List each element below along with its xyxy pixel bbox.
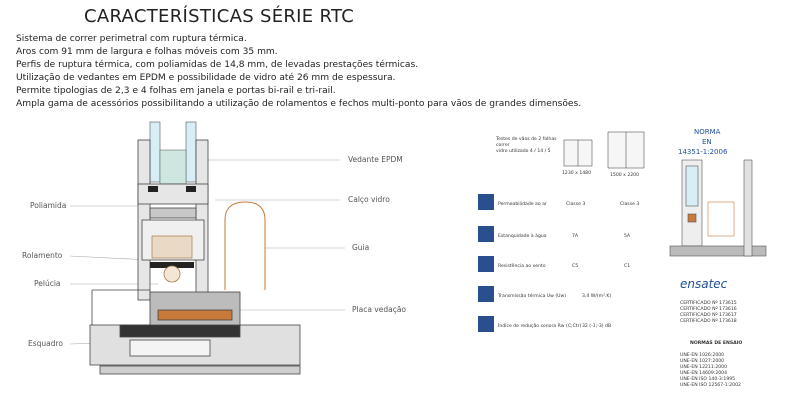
air-icon: [478, 194, 494, 210]
size-small: 1230 x 1480: [562, 171, 592, 176]
certificate-line: CERTIFICADO Nº 173616: [680, 307, 737, 312]
window-icon-large: [608, 132, 644, 168]
row-value-1: 3,4 W/(m².K): [582, 294, 612, 299]
test-row-water: [478, 226, 631, 242]
label-calco-vidro: Calço vidro: [348, 195, 390, 204]
label-vedante-epdm: Vedante EPDM: [348, 155, 403, 164]
feature-line: Aros com 91 mm de largura e folhas móveis com 35 mm.: [16, 47, 278, 58]
certificate-line: CERTIFICADO Nº 173617: [680, 313, 737, 318]
certificate-line: CERTIFICADO Nº 173615: [680, 301, 737, 306]
test-row-thermal: [478, 286, 611, 302]
norma-line3: 14351-1:2006: [678, 148, 728, 156]
row-value-1: 32 (-1;-3) dB: [582, 324, 612, 329]
row-value-1: Classe 3: [566, 202, 586, 207]
row-value-2: Classe 3: [620, 202, 640, 207]
sound-icon: [478, 316, 494, 332]
outer-frame: [90, 290, 300, 374]
feature-line: Perfis de ruptura térmica, com poliamidas de 14,8 mm, de levadas prestações térmicas.: [16, 60, 419, 71]
water-icon: [478, 226, 494, 242]
feature-line: Utilização de vedantes em EPDM e possibilidade de vidro até 26 mm de espessura.: [16, 73, 396, 84]
ensaio-heading: NORMAS DE ENSAIO: [690, 341, 743, 346]
label-pelucia: Pelúcia: [34, 279, 61, 288]
row-label: Índice de redução sonora Rw (C;Ctr): [498, 324, 582, 329]
ensaio-line: UNE-EN 1027:2000: [680, 359, 725, 364]
window-elevation: [670, 160, 766, 256]
row-label: Resistência ao vento: [498, 264, 546, 269]
norma-line2: EN: [702, 138, 712, 146]
row-label: Estanquidade à água: [498, 234, 547, 239]
row-value-2: 5A: [624, 234, 631, 239]
ensaio-line: UNE-EN ISO 140-3:1995: [680, 377, 736, 382]
page-title: CARACTERÍSTICAS SÉRIE RTC: [84, 6, 355, 27]
glass-pane: [150, 122, 196, 184]
ensaio-line: UNE-EN 12211:2000: [680, 365, 728, 370]
label-guia: Guia: [352, 243, 370, 252]
row-value-1: 7A: [572, 234, 579, 239]
label-rolamento: Rolamento: [22, 251, 63, 260]
row-value-1: C5: [572, 264, 579, 269]
row-label: Transmissão térmica Uw (Uw): [498, 294, 567, 299]
ensaio-line: UNE-EN 14609:2004: [680, 371, 728, 376]
size-large: 1500 x 2200: [610, 173, 640, 178]
feature-line: Sistema de correr perimetral com ruptura térmica.: [16, 34, 247, 44]
test-row-air: [478, 194, 639, 210]
wind-icon: [478, 256, 494, 272]
feature-line: Ampla gama de acessórios possibilitando a utilização de rolamentos e fechos multi-ponto para vãos de grandes dimensões.: [16, 99, 582, 110]
thermal-icon: [478, 286, 494, 302]
norma-line1: NORMA: [694, 128, 721, 136]
brand-name: ensatec: [680, 277, 728, 291]
row-value-2: C1: [624, 264, 631, 269]
feature-line: Permite tipologias de 2,3 e 4 folhas em janela e portas bi-rail e tri-rail.: [16, 86, 336, 97]
right-leaders: [200, 160, 345, 310]
test-row-wind: [478, 256, 630, 272]
certificate-line: CERTIFICADO Nº 173618: [680, 319, 737, 324]
label-poliamida: Poliamida: [30, 201, 67, 210]
test-results-panel: [470, 122, 650, 404]
feature-list: [16, 33, 581, 112]
ensaio-line: UNE-EN 1026:2000: [680, 353, 725, 358]
profile-section-diagram: [0, 120, 430, 404]
row-label: Permeabilidade ao ar: [498, 202, 547, 207]
tests-heading: Testes de vãos de 2 folhas correr vidro utilizado 4 / 14 / 5: [496, 137, 557, 154]
label-placa-vedacao: Placa vedação: [352, 305, 407, 314]
test-row-sound: [478, 316, 611, 332]
ensaio-line: UNE-EN ISO 12567-1:2002: [680, 383, 741, 388]
guide: [225, 202, 265, 290]
window-icon-small: [564, 140, 592, 166]
norma-panel: [650, 122, 800, 404]
ensatec-logo: [680, 277, 728, 291]
label-esquadro: Esquadro: [28, 339, 64, 348]
